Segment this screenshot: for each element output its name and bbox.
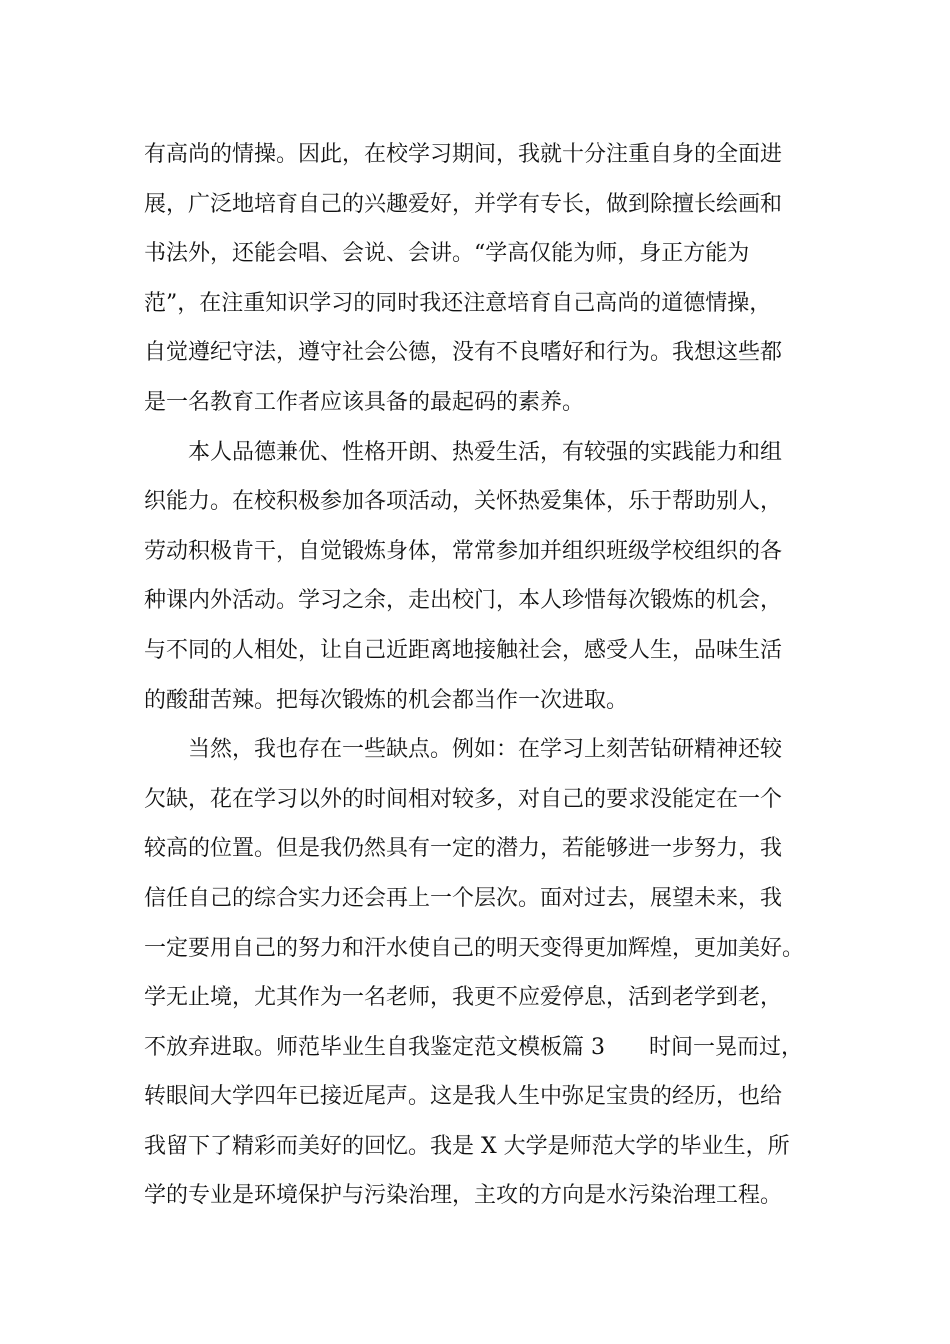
- text-line: 转眼间大学四年已接近尾声。这是我人生中弥足宝贵的经历，也给: [144, 1084, 783, 1110]
- text-line: 织能力。在校积极参加各项活动，关怀热爱集体，乐于帮助别人，: [144, 489, 783, 515]
- text-line: 自觉遵纪守法，遵守社会公德，没有不良嗜好和行为。我想这些都: [144, 340, 783, 366]
- text-line: 劳动积极肯干，自觉锻炼身体，常常参加并组织班级学校组织的各: [144, 538, 783, 564]
- text-line: 是一名教育工作者应该具备的最起码的素养。: [144, 389, 585, 415]
- text-line: 的酸甜苦辣。把每次锻炼的机会都当作一次进取。: [144, 687, 629, 713]
- text-line: 展，广泛地培育自己的兴趣爱好，并学有专长，做到除擅长绘画和: [144, 191, 783, 217]
- text-line: 欠缺，花在学习以外的时间相对较多，对自己的要求没能定在一个: [144, 786, 783, 812]
- text-line: 本人品德兼优、性格开朗、热爱生活，有较强的实践能力和组: [144, 439, 783, 465]
- text-line: 信任自己的综合实力还会再上一个层次。面对过去，展望未来，我: [144, 885, 783, 911]
- text-line: 书法外，还能会唱、会说、会讲。“学高仅能为师，身正方能为: [144, 241, 750, 267]
- body-text: [144, 130, 824, 1221]
- text-line: 有高尚的情操。因此，在校学习期间，我就十分注重自身的全面进: [144, 142, 783, 167]
- text-line: 我留下了精彩而美好的回忆。我是 X 大学是师范大学的毕业生，所: [144, 1133, 790, 1159]
- text-line: 当然，我也存在一些缺点。例如：在学习上刻苦钻研精神还较: [144, 737, 783, 763]
- text-line: 学的专业是环境保护与污染治理，主攻的方向是水污染治理工程。: [144, 1183, 783, 1209]
- text-line: 一定要用自己的努力和汗水使自己的明天变得更加辉煌，更加美好。: [144, 935, 805, 961]
- text-line: 种课内外活动。学习之余，走出校门，本人珍惜每次锻炼的机会，: [144, 588, 783, 614]
- text-line: 学无止境，尤其作为一名老师，我更不应爱停息，活到老学到老，: [144, 985, 783, 1011]
- text-line: 范”，在注重知识学习的同时我还注意培育自己高尚的道德情操，: [144, 290, 772, 316]
- text-line: 不放弃进取。师范毕业生自我鉴定范文模板篇 3 时间一晃而过，: [144, 1034, 803, 1060]
- text-line: 与不同的人相处，让自己近距离地接触社会，感受人生，品味生活: [144, 637, 783, 663]
- text-line: 较高的位置。但是我仍然具有一定的潜力，若能够进一步努力，我: [144, 836, 783, 862]
